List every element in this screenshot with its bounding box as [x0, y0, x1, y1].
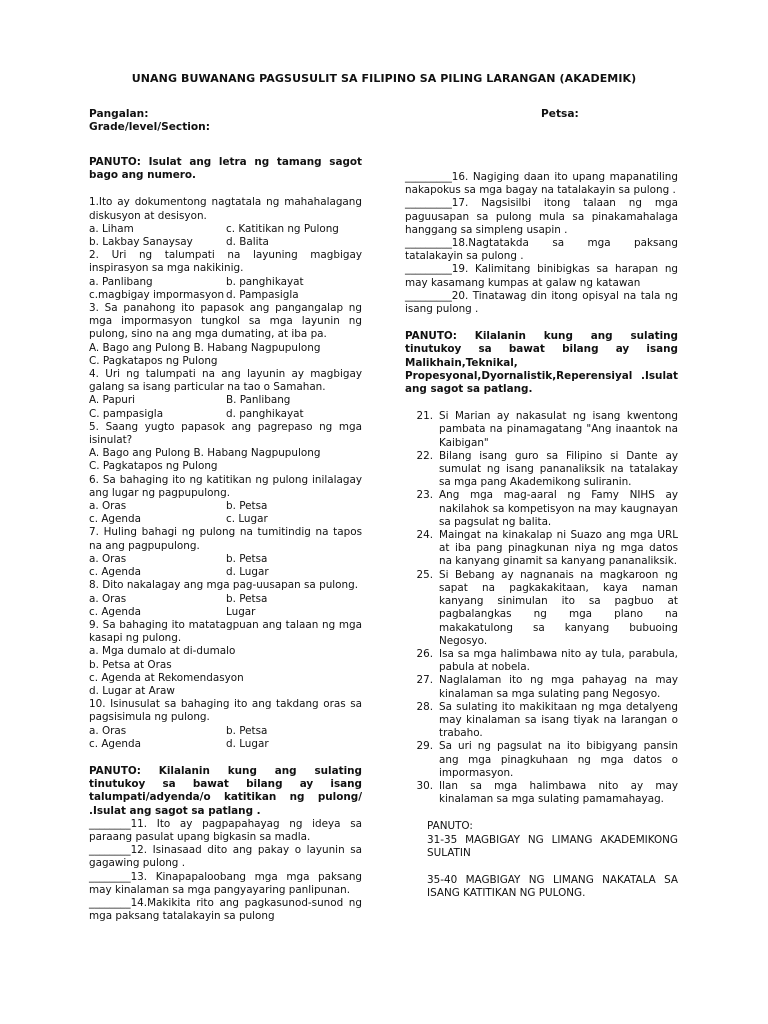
item-text: Sa sulating ito makikitaan ng mga detalyeng may kinalaman sa isang tiyak na larangan o trabaho. [439, 700, 678, 740]
q2-option-c: c.magbigay impormasyon [89, 288, 225, 301]
question-10: 10. Isinusulat sa bahaging ito ang takdang oras sa pagsisimula ng pulong. [89, 698, 362, 724]
q9-option-a: a. Mga dumalo at di-dumalo [89, 645, 236, 658]
q4-option-d: d. panghikayat [226, 407, 304, 420]
list-item [405, 740, 678, 780]
item-11: ________11. Ito ay pagpapahayag ng ideya sa paraang pasulat upang bigkasin sa madla. [89, 817, 362, 843]
q5-option-c: C. Pagkatapos ng Pulong [89, 460, 218, 473]
question-8: 8. Dito nakalagay ang mga pag-uusapan sa pulong. [89, 579, 359, 592]
item-number: 29. [416, 740, 433, 753]
q4-option-b: B. Panlibang [226, 394, 291, 407]
q9-option-d: d. Lugar at Araw [89, 684, 175, 697]
part3-list [405, 410, 678, 806]
item-number: 23. [416, 489, 433, 502]
list-item [405, 648, 678, 674]
question-3: 3. Sa panahong ito papasok ang pangangalap ng mga impormasyon tungkol sa mga layunin ng pulong, sino na ang mga dumating, at iba pa. [89, 302, 362, 341]
exam-title: UNANG BUWANANG PAGSUSULIT SA FILIPINO SA PILING LARANGAN (AKADEMIK) [131, 72, 637, 85]
grade-section-label: Grade/level/Section: [89, 121, 210, 133]
q3-option-c: C. Pagkatapos ng Pulong [89, 354, 218, 367]
item-text: Ilan sa mga halimbawa nito ay may kinalaman sa mga sulating pamamahayag. [439, 779, 678, 806]
q6-options-row2 [89, 513, 362, 526]
q2-options-row1 [89, 276, 362, 289]
question-9: 9. Sa bahaging ito matatagpuan ang talaan ng mga kasapi ng pulong. [89, 618, 362, 645]
item-text: Ang mga mag-aaral ng Famy NIHS ay nakilahok sa kompetisyon na may kaugnayan sa pagsulat ng balita. [439, 489, 678, 528]
question-6: 6. Sa bahaging ito ng katitikan ng pulong inilalagay ang lugar ng pagpupulong. [89, 473, 362, 499]
q7-option-c: c. Agenda [89, 566, 141, 579]
item-number: 25. [416, 568, 433, 581]
q10-options-row2 [89, 738, 362, 751]
list-item [405, 450, 678, 490]
q6-option-c: c. Agenda [89, 513, 141, 526]
item-number: 26. [416, 647, 433, 660]
q8-option-d: Lugar [226, 605, 256, 618]
q10-option-b: b. Petsa [226, 724, 268, 737]
item-14: ________14.Makikita rito ang pagkasunod-sunod ng mga paksang tatalakayin sa pulong [89, 896, 362, 923]
part3-instruction: PANUTO: Kilalanin kung ang sulating tinutukoy sa bawat bilang ay isang Malikhain,Teknikal, Propesyonal,Dyornalistik,Reperensiyal .Isulat ang sagot sa patlang. [405, 330, 678, 396]
q8-options-row1 [89, 593, 362, 606]
q2-option-d: d. Pampasigla [226, 288, 299, 301]
question-2: 2. Uri ng talumpati na layuning magbigay inspirasyon sa mga nakikinig. [89, 249, 362, 275]
q6-option-b: b. Petsa [226, 500, 268, 513]
left-column [89, 156, 362, 923]
q8-options-row2 [89, 606, 362, 619]
item-text: Si Bebang ay nagnanais na magkaroon ng sapat na pagkakakitaan, kaya naman kanyang sinimulan ito sa pagbuo at pagbalangkas ng mga plano na makakatulong sa kanyang bubuoing Negosyo. [439, 568, 678, 647]
list-item [405, 529, 678, 569]
list-item [405, 780, 678, 806]
q9-option-c: c. Agenda at Rekomendasyon [89, 671, 244, 684]
list-item [405, 569, 678, 648]
q7-option-a: a. Oras [89, 552, 127, 565]
question-5: 5. Saang yugto papasok ang pagrepaso ng mga isinulat? [89, 420, 362, 447]
part2-instruction: PANUTO: Kilalanin kung ang sulating tinutukoy sa bawat bilang ay isang talumpati/adyenda/o katitikan ng pulong/ .Isulat ang sagot sa patlang . [89, 764, 362, 817]
item-text: Naglalaman ito ng mga pahayag na may kinalaman sa mga sulating pang Negosyo. [439, 674, 678, 700]
part1-instruction: PANUTO: Isulat ang letra ng tamang sagot bago ang numero. [89, 156, 362, 182]
q7-options-row2 [89, 566, 362, 579]
q8-option-a: a. Oras [89, 592, 127, 605]
q1-option-b: b. Lakbay Sanaysay [89, 236, 193, 249]
q2-option-b: b. panghikayat [226, 275, 304, 288]
q2-options-row2 [89, 289, 362, 302]
item-17: _________17. Nagsisilbi itong talaan ng mga paguusapan sa pulong mula sa pinakamahalaga hanggang sa simpleng usapin . [405, 197, 678, 236]
item-text: Isa sa mga halimbawa nito ay tula, parabula, pabula at nobela. [439, 647, 678, 674]
q4-options-row2 [89, 408, 362, 421]
q7-option-d: d. Lugar [226, 566, 269, 579]
item-13: ________13. Kinapapaloobang mga mga paksang may kinalaman sa mga pangyayaring panlipunan. [89, 870, 362, 896]
part4-label: PANUTO: [427, 820, 473, 833]
item-number: 22. [416, 449, 433, 462]
item-text: Bilang isang guro sa Filipino si Dante ay sumulat ng isang pananaliksik na tatalakay sa mga pang Akademikong suliranin. [439, 449, 678, 489]
q8-option-b: b. Petsa [226, 592, 268, 605]
q10-options-row1 [89, 725, 362, 738]
q1-option-d: d. Balita [226, 236, 269, 249]
question-1: 1.Ito ay dokumentong nagtatala ng mahahalagang diskusyon at desisyon. [89, 196, 362, 222]
q6-option-a: a. Oras [89, 500, 127, 513]
list-item [405, 674, 678, 700]
q3-option-ab: A. Bago ang Pulong B. Habang Nagpupulong [89, 341, 321, 354]
q7-option-b: b. Petsa [226, 552, 268, 565]
q6-option-d: c. Lugar [226, 513, 268, 526]
item-16: _________16. Nagiging daan ito upang mapanatiling nakapokus sa mga bagay na tatalakayin sa pulong . [405, 171, 678, 197]
q4-options-row1 [89, 394, 362, 407]
name-label: Pangalan: [89, 108, 149, 120]
part4-item-31-35: 31-35 MAGBIGAY NG LIMANG AKADEMIKONG SULATIN [427, 833, 678, 859]
q1-options-row2 [89, 236, 362, 249]
q10-option-a: a. Oras [89, 724, 127, 737]
question-4: 4. Uri ng talumpati na ang layunin ay magbigay galang sa isang particular na tao o Samahan. [89, 368, 362, 394]
item-12: ________12. Isinasaad dito ang pakay o layunin sa gagawing pulong . [89, 844, 362, 870]
q1-option-a: a. Liham [89, 222, 134, 235]
q10-option-c: c. Agenda [89, 737, 141, 750]
item-number: 24. [416, 529, 433, 542]
q4-option-c: C. pampasigla [89, 407, 164, 420]
q6-options-row1 [89, 500, 362, 513]
q5-option-ab: A. Bago ang Pulong B. Habang Nagpupulong [89, 447, 321, 460]
item-text: Si Marian ay nakasulat ng isang kwentong pambata na pinamagatang "Ang inaantok na Kaibigan" [439, 410, 678, 449]
q2-option-a: a. Panlibang [89, 275, 153, 288]
list-item [405, 701, 678, 741]
item-number: 28. [416, 700, 433, 713]
q9-option-b: b. Petsa at Oras [89, 658, 172, 671]
item-text: Maingat na kinakalap ni Suazo ang mga URL at iba pang pinagkunan niya ng mga datos na kanyang ginamit sa kanyang pananaliksik. [439, 529, 678, 568]
q4-option-a: A. Papuri [89, 394, 136, 407]
q1-option-c: c. Katitikan ng Pulong [226, 222, 339, 235]
item-19: _________19. Kalimitang binibigkas sa harapan ng may kasamang kumpas at galaw ng katawan [405, 263, 678, 289]
right-column [405, 171, 678, 900]
q1-options-row1 [89, 223, 362, 236]
item-20: _________20. Tinatawag din itong opisyal na tala ng isang pulong . [405, 289, 678, 316]
date-label: Petsa: [541, 108, 579, 120]
item-number: 21. [416, 410, 433, 423]
part4-item-35-40: 35-40 MAGBIGAY NG LIMANG NAKATALA SA ISANG KATITIKAN NG PULONG. [427, 873, 678, 900]
item-text: Sa uri ng pagsulat na ito bibigyang pansin ang mga pinagkuhaan ng mga datos o impormasyon. [439, 740, 678, 779]
list-item [405, 489, 678, 529]
question-7: 7. Huling bahagi ng pulong na tumitindig na tapos na ang pagpupulong. [89, 526, 362, 552]
q8-option-c: c. Agenda [89, 605, 141, 618]
q10-option-d: d. Lugar [226, 737, 269, 750]
item-number: 27. [416, 674, 433, 687]
list-item [405, 410, 678, 450]
item-18: _________18.Nagtatakda sa mga paksang tatalakayin sa pulong . [405, 237, 678, 263]
q7-options-row1 [89, 553, 362, 566]
item-number: 30. [416, 779, 433, 792]
